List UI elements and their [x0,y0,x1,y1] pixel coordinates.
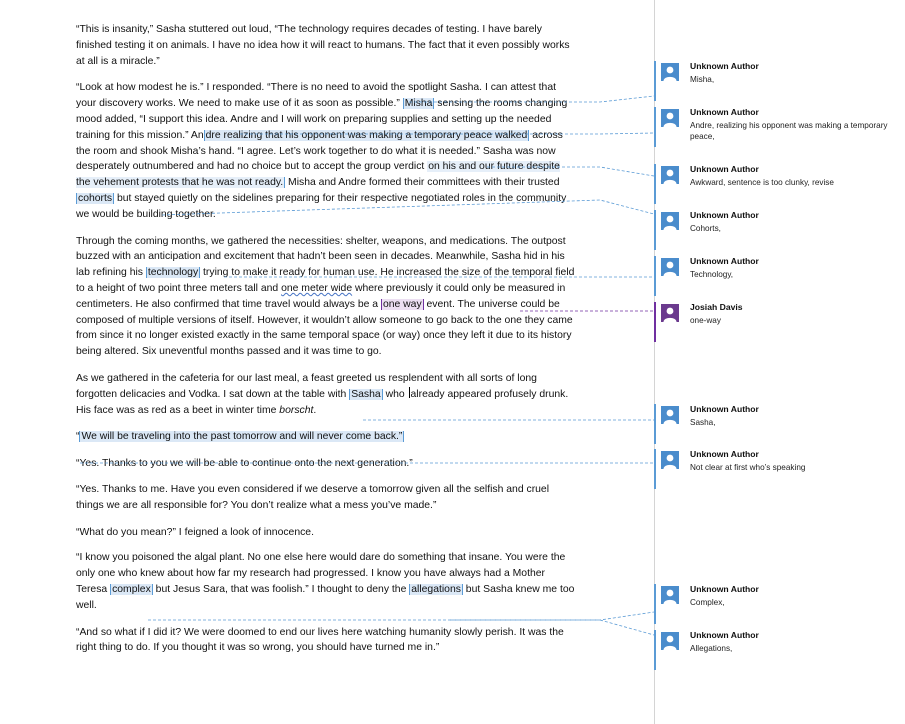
paragraph-1[interactable]: “This is insanity,” Sasha stuttered out loud, “The technology requires decades of testing. I have barely finished testing it on animals. I have no idea how it will react to humans. The fact that it even possibly works at all is a miracle.” [76,24,570,67]
paragraph-7[interactable]: “Yes. Thanks to me. Have you even considered if we deserve a tomorrow given all the selfish and cruel things we are all responsible for? You don’t realize what a mess you’ve made.” [76,483,550,511]
comment-bar [654,61,656,101]
comment-bar [654,449,656,489]
comment-card[interactable] [654,210,899,250]
comment-author: Unknown Author [690,61,759,71]
comment-anchor-cohorts[interactable]: cohorts [78,192,113,204]
comment-card[interactable] [654,302,899,342]
comment-text: Not clear at first who’s speaking [690,463,806,472]
person-icon [661,406,679,424]
comment-card[interactable] [654,404,899,444]
comment-anchor-technology[interactable]: technology [147,267,199,279]
document-body[interactable] [76,22,576,667]
comment-text: Allegations, [690,644,733,653]
comment-anchor-sasha[interactable]: Sasha [351,388,381,400]
comment-text: Technology, [690,270,734,279]
person-icon [661,258,679,276]
comment-text: Andre, realizing his opponent was making a temporary peace, [690,121,888,141]
comment-text: Cohorts, [690,224,721,233]
comment-bar [654,107,656,147]
paragraph-4[interactable]: As we gathered in the cafeteria for our last meal, a feast greeted us resplendent with all sorts of long forgotten delicacies and Vodka. I sat down at the table with Sasha who already appeared profusely drunk. His face was as red as a beet in winter time borscht. [76,372,569,416]
comment-card[interactable] [654,61,899,101]
comment-card[interactable] [654,584,899,624]
comment-card[interactable] [654,630,899,670]
comments-pane [654,0,905,724]
paragraph-8[interactable]: “What do you mean?” I feigned a look of innocence. [76,526,314,538]
comment-anchor-complex[interactable]: complex [112,583,151,595]
comment-card[interactable] [654,164,899,204]
comment-bar [654,164,656,204]
person-icon [661,304,679,322]
comment-card[interactable] [654,449,899,489]
comment-card[interactable] [654,256,899,296]
comment-anchor-not-clear[interactable]: We will be traveling into the past tomorrow and will never come back.” [81,431,403,443]
comment-anchor-one-way[interactable]: one way [382,298,422,310]
person-icon [661,63,679,81]
comment-anchor-andre[interactable]: dre realizing that his opponent was making a temporary peace walked [205,129,528,141]
comment-author: Unknown Author [690,449,759,459]
comment-author: Unknown Author [690,164,759,174]
person-icon [661,586,679,604]
comment-bar [654,302,656,342]
comment-text: one-way [690,316,721,325]
paragraph-10[interactable]: “And so what if I did it? We were doomed to end our lives here watching humanity slowly perish. It was the right thing to do. If you thought it was so wrong, you should have turned me in.” [76,626,564,654]
text-cursor [409,387,410,398]
comment-anchor-misha[interactable]: Misha [404,98,433,110]
paragraph-3[interactable]: Through the coming months, we gathered the necessities: shelter, weapons, and medications. The outpost buzzed with an anticipation and excitement that hadn’t been seen in decades. Meanwhile, Sasha hid in his lab refining his technology trying to make it ready for human use. He increased the size of the temporal field to a height of two point three meters tall and one meter wide where previously it could only be measured in centimeters. He also confirmed that time travel would always be a one way event. The universe could be composed of multiple versions of itself. However, it wouldn’t allow someone to go back to the one they came from since it no longer existed exactly in the same temporal space (or way) once they left it due to its history being altered. Six uneventful months passed and it was time to go. [76,235,575,358]
comment-anchor-allegations[interactable]: allegations [411,583,461,595]
person-icon [661,212,679,230]
comment-author: Unknown Author [690,107,759,117]
comment-text: Sasha, [690,418,716,427]
comment-text: Complex, [690,598,725,607]
comment-author: Unknown Author [690,404,759,414]
comment-anchor-awkward[interactable]: on his and our future despite the vehement protests that he was not ready. [76,161,560,189]
person-icon [661,166,679,184]
comment-author: Unknown Author [690,584,759,594]
comment-author: Unknown Author [690,630,759,640]
comment-text: Misha, [690,75,715,84]
comment-bar [654,630,656,670]
comment-bar [654,404,656,444]
person-icon [661,109,679,127]
comment-card[interactable] [654,107,899,147]
spelling-squiggle[interactable]: one meter wide [281,282,353,294]
comment-bar [654,256,656,296]
comment-bar [654,584,656,624]
comment-bar [654,210,656,250]
paragraph-6[interactable]: “Yes. Thanks to you we will be able to continue onto the next generation.” [76,458,413,470]
paragraph-9[interactable]: “I know you poisoned the algal plant. No one else here would dare do something that insane. You were the only one who knew about how far my research had progressed. I know you have always had a Mother Teresa complex but Jesus Sara, that was foolish.” I thought to deny the allegations but Sasha knew me too well. [76,552,575,611]
comment-author: Josiah Davis [690,302,743,312]
comment-text: Awkward, sentence is too clunky, revise [690,178,834,187]
paragraph-2[interactable]: “Look at how modest he is.” I responded. “There is no need to avoid the spotlight Sasha. I can attest that your discovery works. We need to make use of it as soon as possible.” Misha sensing the rooms changing mood added, “I support this idea. Andre and I will work on preparing supplies and setting up the needed training for this mission.” An dre realizing that his opponent was making a temporary peace walked across the room and shook Misha’s hand. “I agree. Let’s work together to do what it is needed.” Sasha was now desperately outnumbered and had no choice but to accept the group verdict on his and our future despite the vehement protests that he was not ready. Misha and Andre formed their committees with their trusted cohorts but stayed quietly on the sidelines preparing for their respective negotiated roles in the community we would be building together. [76,82,568,220]
comment-author: Unknown Author [690,210,759,220]
person-icon [661,632,679,650]
comment-author: Unknown Author [690,256,759,266]
paragraph-5[interactable]: “ We will be traveling into the past tomorrow and will never come back.” [76,431,403,443]
person-icon [661,451,679,469]
